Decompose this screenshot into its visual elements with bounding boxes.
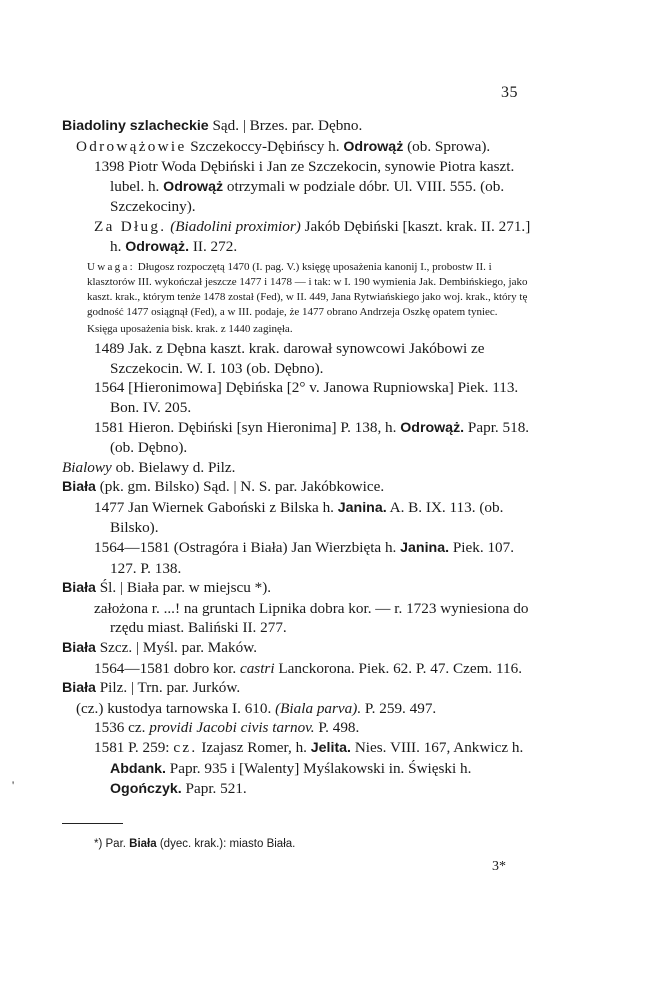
text-run: P. 498. [314,719,360,737]
text-run: 1581 Hieron. Dębiński [syn Hieronima] P. 138, h. [94,418,401,436]
text-run: Piek. 107. 127. P. 138. [110,539,515,577]
footnote-rule [62,823,123,824]
footnote-rest: (dyec. krak.): miasto Biała. [156,838,296,850]
entry-heading [62,678,540,699]
entry-heading-text: Szcz. | Myśl. par. Maków. [95,639,257,657]
text-run: (Biadolini proximior) [170,217,301,235]
text-run: Odrowąż. [400,419,465,436]
entry-line [62,157,540,217]
text-run: założona r. ...! na gruntach Lipnika dobra kor. — r. 1723 wyniesiona do rzędu miast. Baliński II. 277. [94,599,529,637]
entry-line [62,699,540,719]
signature-mark: 3* [492,859,506,874]
text-run: (Biala parva). [275,699,362,717]
text-run: P. 259. 497. [361,699,437,717]
entry-heading [62,458,540,478]
text-run: Papr. 521. [181,780,247,798]
footnote-prefix: *) Par. [94,838,130,850]
entry-heading [62,578,540,599]
text-run: Odrowąż. [125,238,190,255]
footnote [94,838,295,850]
text-run: cz. [173,739,198,757]
entry-line [62,498,540,538]
entry-title: Biała [62,680,96,697]
text-run: (cz.) kustodya tarnowska I. 610. [76,699,276,717]
entry-line [62,418,540,458]
entry-line [62,217,540,257]
entry-line [62,738,540,800]
text-run: Papr. 935 i [Walenty] Myślakowski in. Święski h. [165,759,472,777]
text-run: Janina. [337,499,387,516]
text-run: (ob. Sprowa). [403,137,491,155]
text-run: Izajasz Romer, h. [197,739,311,757]
text-run: 1581 P. 259: [94,739,174,757]
text-run: Odrowąż [343,138,404,155]
text-run: 1536 cz. [94,719,150,737]
text-run: Ogończyk. [110,781,182,798]
text-run: Nies. VIII. 167, Ankwicz h. [351,739,524,757]
text-run: Abdank. [110,760,166,777]
entry-title: Bialowy [62,458,112,476]
entry-line [62,599,540,638]
entry-heading-text: (pk. gm. Bilsko) Sąd. | N. S. par. Jakóbkowice. [95,478,385,496]
entry-heading [62,638,540,659]
text-run: 1489 Jak. z Dębna kaszt. krak. darował synowcowi Jakóbowi ze Szczekocin. W. I. 103 (ob. Dębno). [94,340,485,377]
text-run: castri [239,659,275,677]
text-run: 1564 [Hieronimowa] Dębińska [2° v. Janowa Rupniowska] Piek. 113. Bon. IV. 205. [94,379,519,416]
text-run: otrzymali w podziale dóbr. Ul. VIII. 555. (ob. Szczekociny). [110,177,505,216]
entry-line [62,339,540,378]
entry-heading-text: Sąd. | Brzes. par. Dębno. [208,117,363,134]
entry-heading-text: Pilz. | Trn. par. Jurków. [95,679,241,697]
text-run: Szczekoccy-Dębińscy h. [186,137,344,155]
text-run: Janina. [400,540,450,557]
footnote-bold: Biała [129,838,157,850]
text-run: Papr. 518. (ob. Dębno). [110,418,530,457]
margin-mark: ' [12,778,15,792]
entry-line [62,378,540,417]
entry-line [62,659,540,679]
page-number: 35 [501,84,518,101]
entry-title: Biała [62,580,96,597]
entry-heading-text: Śl. | Biała par. w miejscu *). [95,579,272,597]
text-run: 1564—1581 (Ostragóra i Biała) Jan Wierzbięta h. [94,539,401,557]
entry-line [62,137,540,158]
text-run: 1398 Piotr Woda Dębiński i Jan ze Szczekocin, synowie Piotra kaszt. lubel. h. [94,158,515,195]
entry-line [62,718,540,738]
entry-note [62,322,540,337]
text-run: Jelita. [310,740,352,757]
text-run: providi Jacobi civis tarnov. [149,719,315,737]
entry-title: Biadoliny szlacheckie [62,118,209,134]
entry-title: Biała [62,640,96,657]
text-run: II. 272. [189,237,238,255]
page-content [62,116,540,800]
entry-line [62,538,540,578]
entry-note [62,260,540,319]
text-run: 1564—1581 dobro kor. [94,659,240,677]
text-run: Za Dług. [94,217,167,235]
text-run: Odrowąż [163,178,224,195]
text-run: Księga uposażenia bisk. krak. z 1440 zaginęła. [87,323,293,336]
text-run: A. B. IX. 113. (ob. Bilsko). [110,498,504,537]
text-run: Odrowążowie [76,137,187,155]
entry-title: Biała [62,479,96,496]
text-run: Długosz rozpoczętą 1470 (I. pag. V.) księgę uposażenia kanonij I., probostw II. i klasztorów III. wykończał jeszcze 1477 i 1478 — i tak: w I. 190 wymienia Jak. Dembińskiego, jako kaszt. krak., którym tenże 1478 został (Fed), w II. 449, Jana Rytwiańskiego jako woj. krak., który tę godność 1477 osiągnął (Fed), a w III. podaje, że 1477 obrano Andrzeja Oszkę opatem tyniec. [87,261,528,318]
text-run: 1477 Jan Wiernek Gaboński z Bilska h. [94,498,338,516]
entry-heading-text: ob. Bielawy d. Pilz. [111,458,236,476]
entry-heading [62,477,540,498]
entry-heading [62,116,540,137]
text-run: Uwaga: [87,261,136,274]
text-run: Lanckorona. Piek. 62. P. 47. Czem. 116. [274,659,523,677]
text-run: Jakób Dębiński [kaszt. krak. II. 271.] h. [110,217,531,255]
